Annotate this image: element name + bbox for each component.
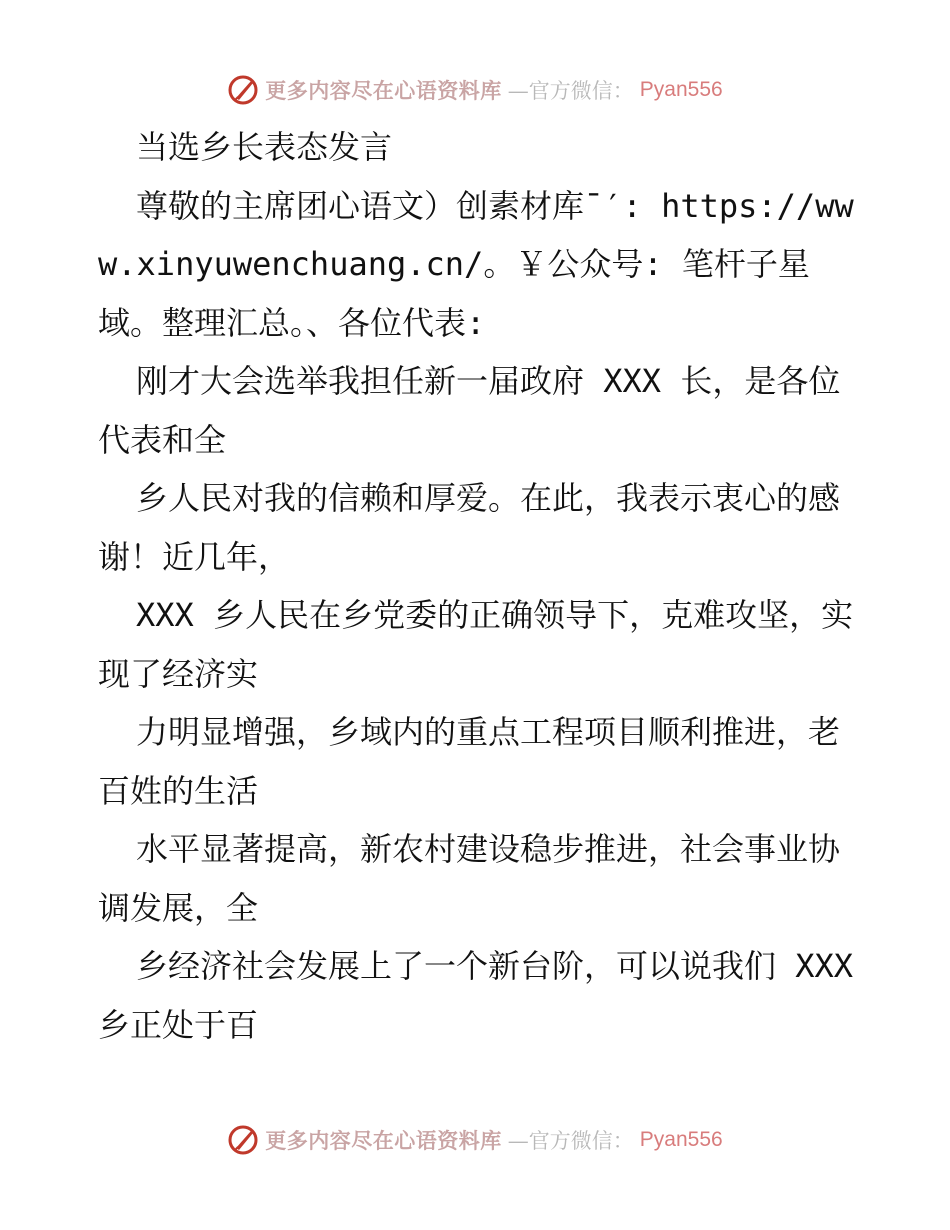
- paragraph: 乡人民对我的信赖和厚爱。在此，我表示衷心的感谢！近几年，: [98, 479, 841, 576]
- document-body: [98, 118, 858, 1054]
- banner-wechat-label: —官方微信：: [507, 1129, 634, 1153]
- paragraph: 尊敬的主席团心语文）创素材库¯′: https://www.xinyuwenchuang.cn/。￥公众号: 笔杆子星域。整理汇总。、各位代表:: [98, 186, 854, 342]
- paragraph: XXX 乡人民在乡党委的正确领导下，克难攻坚，实现了经济实: [98, 596, 854, 693]
- document-title: 当选乡长表态发言: [136, 128, 393, 166]
- footer-banner: [0, 1120, 950, 1160]
- banner-wechat-label: —官方微信：: [507, 79, 634, 103]
- banner-text: 更多内容尽在心语资料库: [265, 78, 502, 103]
- banner-wechat-id: Pyan556: [639, 1128, 723, 1151]
- banner-text: 更多内容尽在心语资料库: [265, 1128, 502, 1153]
- quill-pen-logo-icon: [227, 74, 259, 106]
- header-banner: [0, 70, 950, 110]
- quill-pen-logo-icon: [227, 1124, 259, 1156]
- paragraph: 乡经济社会发展上了一个新台阶，可以说我们 XXX 乡正处于百: [98, 947, 854, 1044]
- paragraph: 水平显著提高，新农村建设稳步推进，社会事业协调发展，全: [98, 830, 841, 927]
- paragraph: 刚才大会选举我担任新一届政府 XXX 长，是各位代表和全: [98, 362, 841, 459]
- banner-wechat-id: Pyan556: [639, 78, 723, 101]
- paragraph: 力明显增强，乡域内的重点工程项目顺利推进，老百姓的生活: [98, 713, 841, 810]
